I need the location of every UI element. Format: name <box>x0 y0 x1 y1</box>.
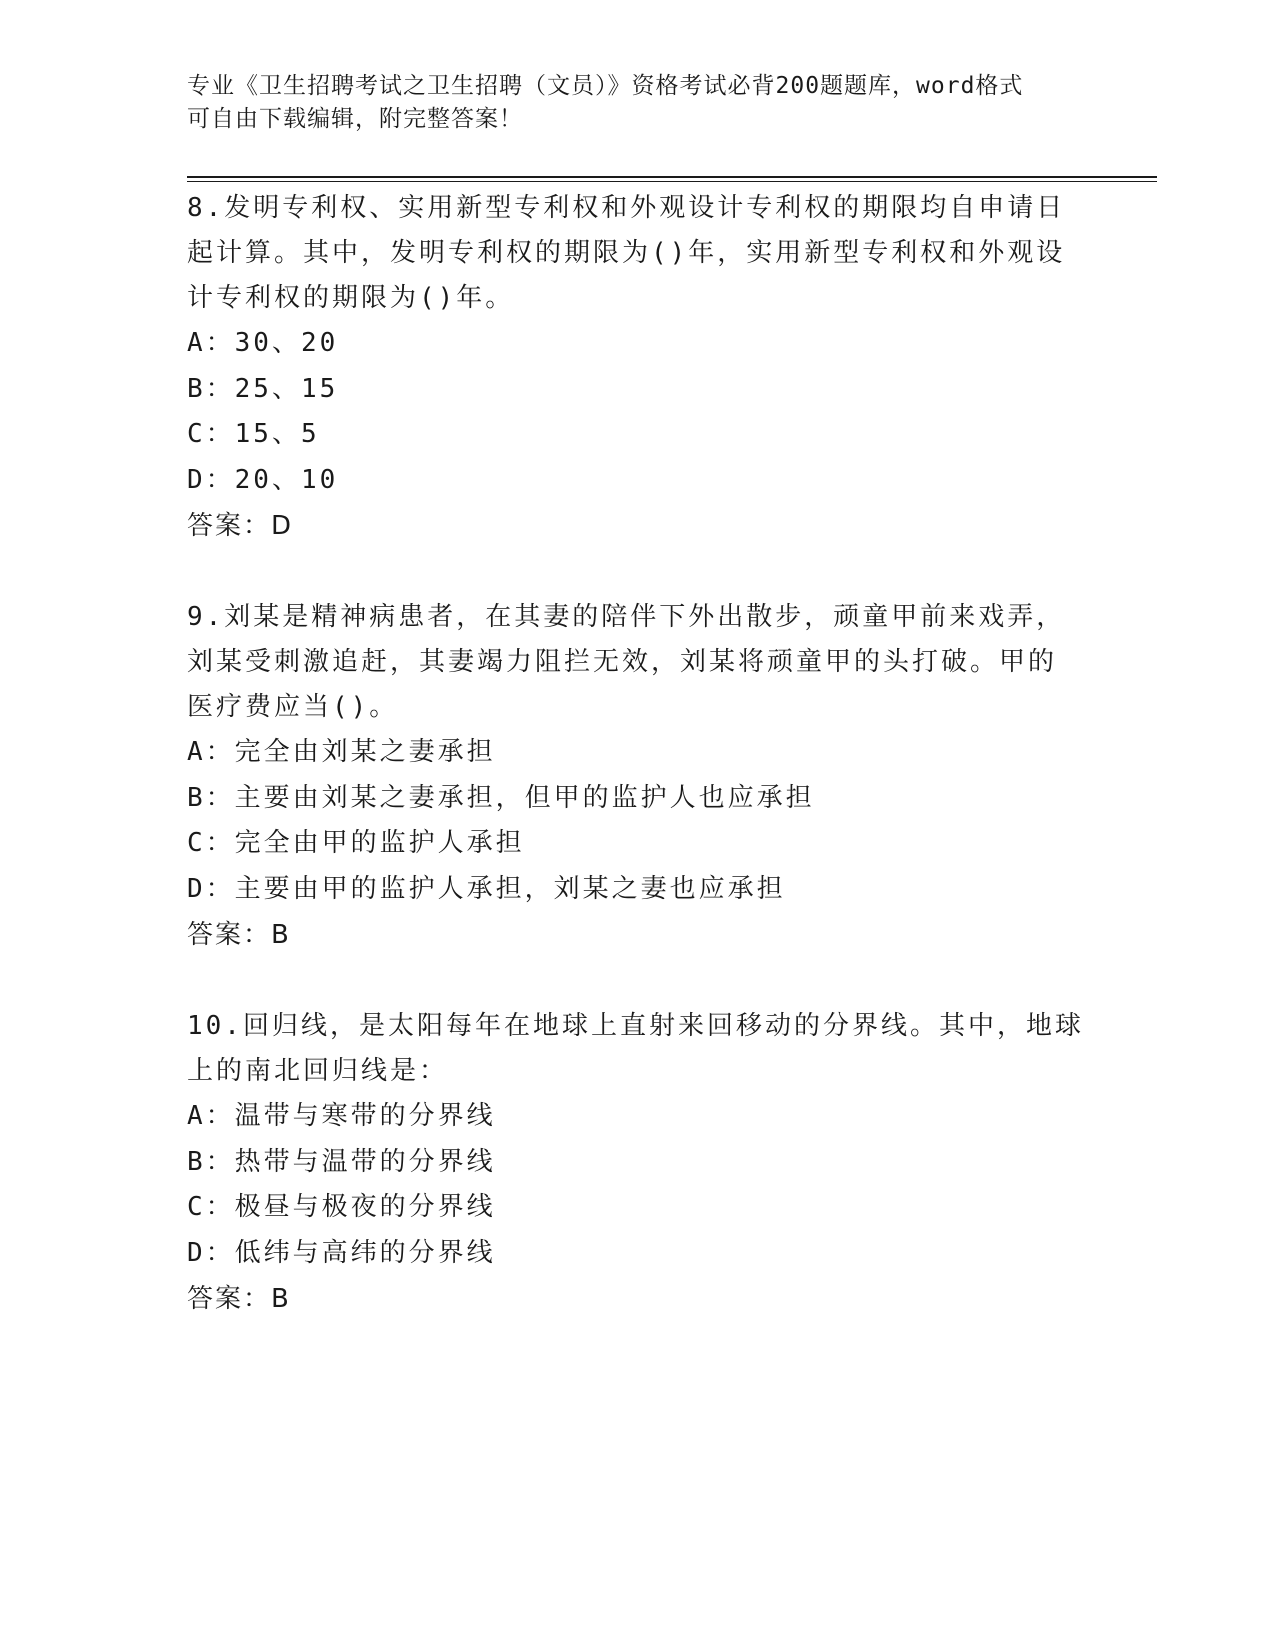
option-c <box>187 412 1087 458</box>
question-text-line: 9.刘某是精神病患者，在其妻的陪伴下外出散步，顽童甲前来戏弄， <box>187 602 1066 632</box>
question-text-line: 上的南北回归线是： <box>187 1056 449 1086</box>
option-key: C： <box>187 1192 235 1222</box>
option-key: A： <box>187 737 235 767</box>
option-a <box>187 730 1087 776</box>
option-a <box>187 1094 1087 1140</box>
option-text: 热带与温带的分界线 <box>234 1146 496 1177</box>
document-header <box>187 70 1087 136</box>
answer-label: 答案：B <box>187 920 291 950</box>
option-b <box>187 1140 1087 1186</box>
option-a <box>187 321 1087 367</box>
option-text: 主要由刘某之妻承担，但甲的监护人也应承担 <box>234 782 815 813</box>
option-b <box>187 367 1087 413</box>
option-key: C： <box>187 828 235 858</box>
option-text: 25、15 <box>234 373 339 404</box>
option-b <box>187 776 1087 822</box>
header-divider <box>187 176 1157 182</box>
option-text: 极昼与极夜的分界线 <box>234 1192 496 1222</box>
option-text: 完全由刘某之妻承担 <box>234 737 496 767</box>
question-list <box>187 186 1087 1322</box>
option-text: 主要由甲的监护人承担，刘某之妻也应承担 <box>234 873 786 904</box>
option-text: 15、5 <box>234 419 320 449</box>
option-text: 温带与寒带的分界线 <box>234 1101 496 1131</box>
question-8 <box>187 186 1087 549</box>
option-text: 完全由甲的监护人承担 <box>234 828 525 858</box>
option-text: 20、10 <box>234 464 339 495</box>
option-key: D： <box>187 464 235 495</box>
option-d <box>187 867 1087 913</box>
question-text-line: 计专利权的期限为()年。 <box>187 283 515 313</box>
option-text: 低纬与高纬的分界线 <box>234 1237 496 1268</box>
answer-label: 答案：D <box>187 511 294 541</box>
option-key: A： <box>187 1101 235 1131</box>
option-text: 30、20 <box>234 328 339 358</box>
option-c <box>187 821 1087 867</box>
option-key: B： <box>187 782 235 813</box>
option-c <box>187 1185 1087 1231</box>
option-key: A： <box>187 328 235 358</box>
option-key: D： <box>187 873 235 904</box>
option-key: D： <box>187 1237 235 1268</box>
answer-label: 答案：B <box>187 1284 291 1314</box>
header-line-1: 专业《卫生招聘考试之卫生招聘（文员）》资格考试必背200题题库，word格式 <box>187 73 1024 99</box>
question-9 <box>187 595 1087 958</box>
question-text-line: 起计算。其中，发明专利权的期限为()年，实用新型专利权和外观设 <box>187 238 1066 268</box>
question-text-line: 刘某受刺激追赶，其妻竭力阻拦无效，刘某将顽童甲的头打破。甲的 <box>187 647 1058 677</box>
option-key: C： <box>187 419 235 449</box>
option-key: B： <box>187 1146 235 1177</box>
option-d <box>187 1231 1087 1277</box>
option-d <box>187 458 1087 504</box>
question-text-line: 10.回归线，是太阳每年在地球上直射来回移动的分界线。其中，地球 <box>187 1011 1084 1041</box>
question-10 <box>187 1004 1087 1322</box>
header-line-2: 可自由下载编辑，附完整答案！ <box>187 106 523 132</box>
question-text-line: 医疗费应当()。 <box>187 692 399 722</box>
option-key: B： <box>187 373 235 404</box>
question-text-line: 8.发明专利权、实用新型专利权和外观设计专利权的期限均自申请日 <box>187 193 1066 223</box>
